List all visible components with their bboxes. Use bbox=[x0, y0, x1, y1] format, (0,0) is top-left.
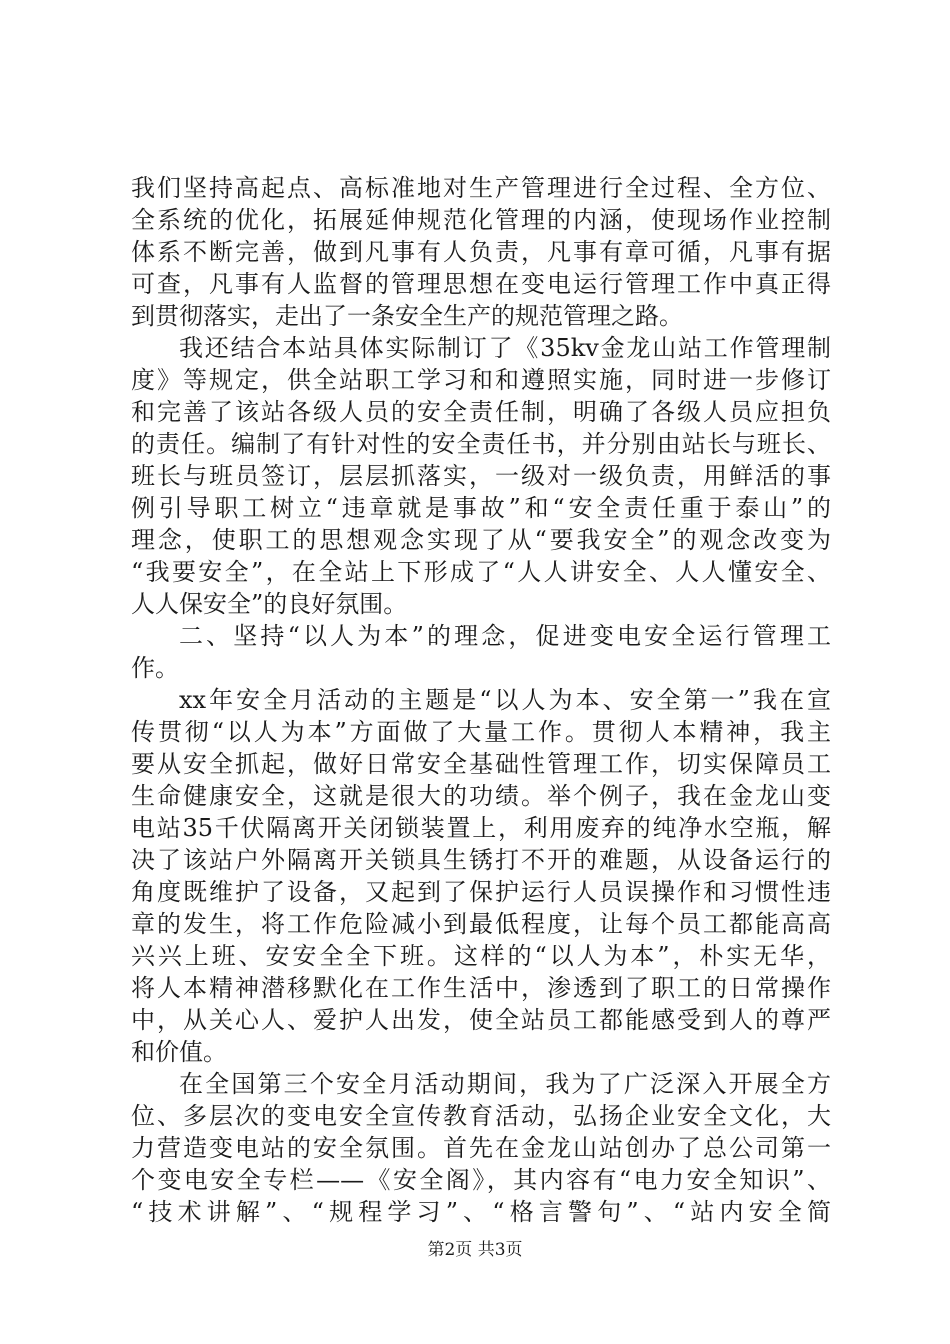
text-line: 章的发生，将工作危险减小到最低程度，让每个员工都能高高 bbox=[131, 910, 831, 938]
text-line: 的责任。编制了有针对性的安全责任书，并分别由站长与班长、 bbox=[131, 430, 831, 458]
text-line: 可查，凡事有人监督的管理思想在变电运行管理工作中真正得 bbox=[131, 270, 831, 298]
text-line: 生命健康安全，这就是很大的功绩。举个例子，我在金龙山变 bbox=[131, 782, 831, 810]
text-line: 人人保安全”的良好氛围。 bbox=[131, 590, 408, 618]
section-heading-2 bbox=[131, 620, 831, 684]
text-line: 决了该站户外隔离开关锁具生锈打不开的难题，从设备运行的 bbox=[131, 846, 831, 874]
text-line: 中，从关心人、爱护人出发，使全站员工都能感受到人的尊严 bbox=[131, 1006, 831, 1034]
text-line: 角度既维护了设备，又起到了保护运行人员误操作和习惯性违 bbox=[131, 878, 831, 906]
text-line: 要从安全抓起，做好日常安全基础性管理工作，切实保障员工 bbox=[131, 750, 831, 778]
text-line: 理念，使职工的思想观念实现了从“要我安全”的观念改变为 bbox=[131, 526, 831, 554]
text-line: 度》等规定，供全站职工学习和和遵照实施，同时进一步修订 bbox=[131, 366, 831, 394]
paragraph-2 bbox=[131, 332, 831, 620]
text-line: “我要安全”，在全站上下形成了“人人讲安全、人人懂安全、 bbox=[131, 558, 831, 586]
text-line: 二、坚持“以人为本”的理念，促进变电安全运行管理工 bbox=[179, 622, 831, 650]
text-line: 全系统的优化，拓展延伸规范化管理的内涵，使现场作业控制 bbox=[131, 206, 831, 234]
text-line: 和完善了该站各级人员的安全责任制，明确了各级人员应担负 bbox=[131, 398, 831, 426]
text-line: 体系不断完善，做到凡事有人负责，凡事有章可循，凡事有据 bbox=[131, 238, 831, 266]
text-line: 个变电安全专栏——《安全阁》，其内容有“电力安全知识”、 bbox=[131, 1166, 831, 1194]
text-line: 和价值。 bbox=[131, 1038, 227, 1066]
text-line: 力营造变电站的安全氛围。首先在金龙山站创办了总公司第一 bbox=[131, 1134, 831, 1162]
text-line: 传贯彻“以人为本”方面做了大量工作。贯彻人本精神，我主 bbox=[131, 718, 831, 746]
paragraph-5 bbox=[131, 1068, 831, 1228]
text-line: 电站35千伏隔离开关闭锁装置上，利用废弃的纯净水空瓶，解 bbox=[131, 814, 831, 842]
document-body bbox=[131, 172, 831, 1228]
text-line: xx年安全月活动的主题是“以人为本、安全第一”我在宣 bbox=[179, 686, 831, 714]
paragraph-4 bbox=[131, 684, 831, 1068]
text-line: 到贯彻落实，走出了一条安全生产的规范管理之路。 bbox=[131, 302, 683, 330]
text-line: 将人本精神潜移默化在工作生活中，渗透到了职工的日常操作 bbox=[131, 974, 831, 1002]
text-line: 我们坚持高起点、高标准地对生产管理进行全过程、全方位、 bbox=[131, 174, 831, 202]
text-line: 兴兴上班、安安全全下班。这样的“以人为本”，朴实无华， bbox=[131, 942, 831, 970]
page-number-footer: 第2页 共3页 bbox=[427, 1240, 523, 1260]
text-line: 作。 bbox=[131, 654, 179, 682]
text-line: 位、多层次的变电安全宣传教育活动，弘扬企业安全文化，大 bbox=[131, 1102, 831, 1130]
text-line: “技术讲解”、“规程学习”、“格言警句”、“站内安全简 bbox=[131, 1198, 831, 1226]
text-line: 例引导职工树立“违章就是事故”和“安全责任重于泰山”的 bbox=[131, 494, 831, 522]
text-line: 我还结合本站具体实际制订了《35kv金龙山站工作管理制 bbox=[179, 334, 831, 362]
text-line: 班长与班员签订，层层抓落实，一级对一级负责，用鲜活的事 bbox=[131, 462, 831, 490]
text-line: 在全国第三个安全月活动期间，我为了广泛深入开展全方 bbox=[179, 1070, 831, 1098]
paragraph-1 bbox=[131, 172, 831, 332]
